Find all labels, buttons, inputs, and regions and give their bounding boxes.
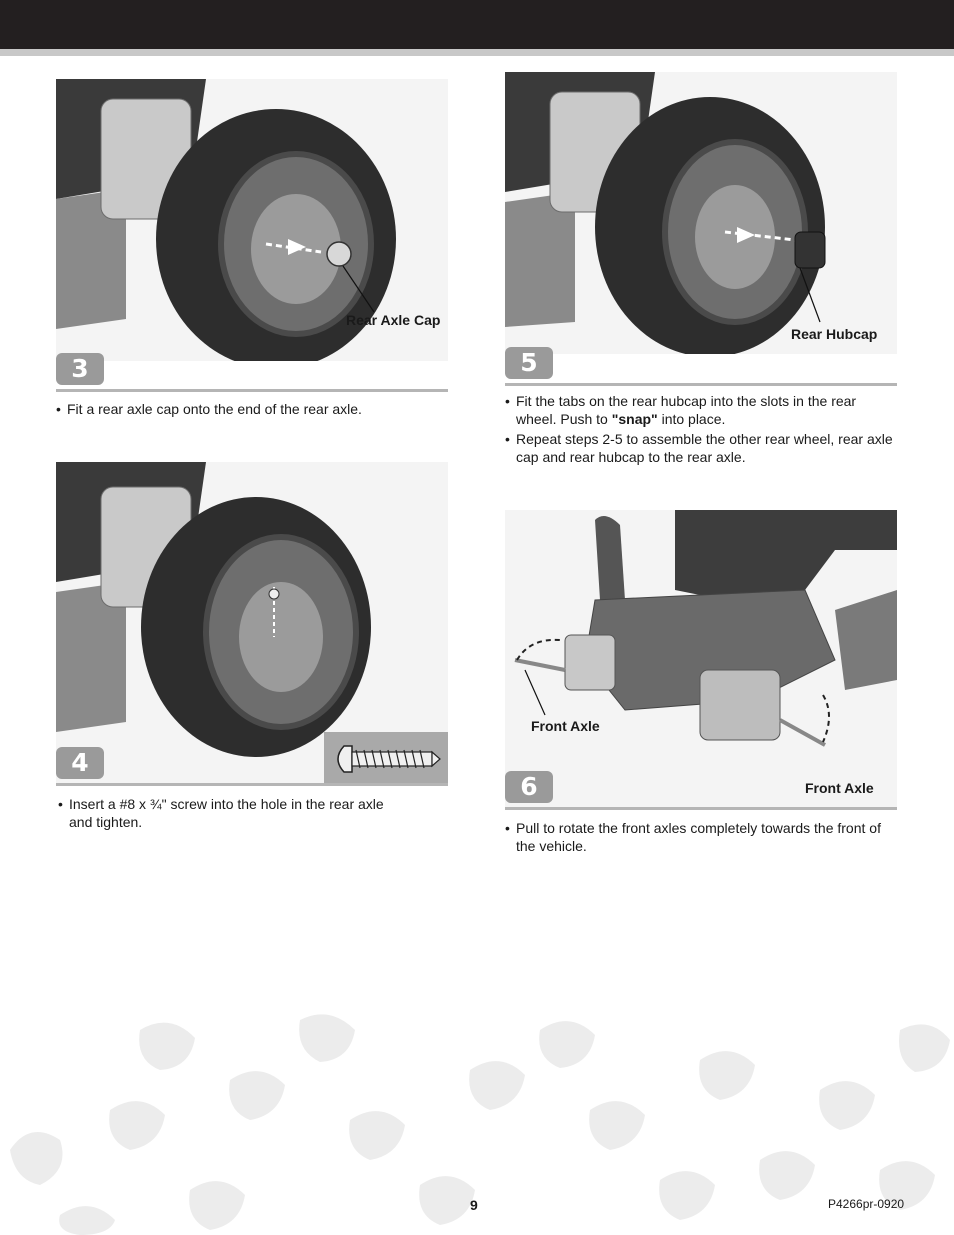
step-4-rule — [56, 783, 448, 786]
step-4-instruction: • Insert a #8 x ¾" screw into the hole in the rear axle and tighten. — [58, 795, 403, 831]
step-5-instruction-1: • Fit the tabs on the rear hubcap into the slots in the rear wheel. Push to "snap" into place. — [505, 392, 897, 428]
step-6-illustration — [505, 510, 897, 810]
rear-axle-cap-callout: Rear Axle Cap — [346, 312, 441, 328]
step-3-instructions — [56, 400, 446, 420]
step-5-rule — [505, 383, 897, 386]
step-3-badge: 3 — [56, 353, 104, 385]
header-bar — [0, 0, 954, 49]
step-5-instructions — [505, 392, 897, 468]
rear-hubcap-callout: Rear Hubcap — [791, 326, 878, 342]
screw-size-box — [324, 732, 448, 786]
screw-icon — [324, 732, 448, 786]
document-code: P4266pr-0920 — [828, 1197, 905, 1211]
front-axle-right-callout: Front Axle — [805, 780, 874, 796]
page-number: 9 — [470, 1197, 478, 1213]
step-6-instruction: • Pull to rotate the front axles completely towards the front of the vehicle. — [505, 819, 897, 855]
step-5-badge: 5 — [505, 347, 553, 379]
step-6-rule — [505, 807, 897, 810]
step-5-instruction-2: • Repeat steps 2-5 to assemble the other rear wheel, rear axle cap and rear hubcap to the rear axle. — [505, 430, 897, 466]
header-stripe — [0, 49, 954, 56]
step-6-instructions — [505, 819, 897, 857]
step-4-instructions — [58, 795, 403, 833]
step-3-instruction: • Fit a rear axle cap onto the end of the rear axle. — [56, 400, 446, 418]
step-5-illustration — [505, 72, 897, 354]
step-3-rule — [56, 389, 448, 392]
step-4-badge: 4 — [56, 747, 104, 779]
front-axle-left-callout: Front Axle — [531, 718, 600, 734]
step-6-badge: 6 — [505, 771, 553, 803]
